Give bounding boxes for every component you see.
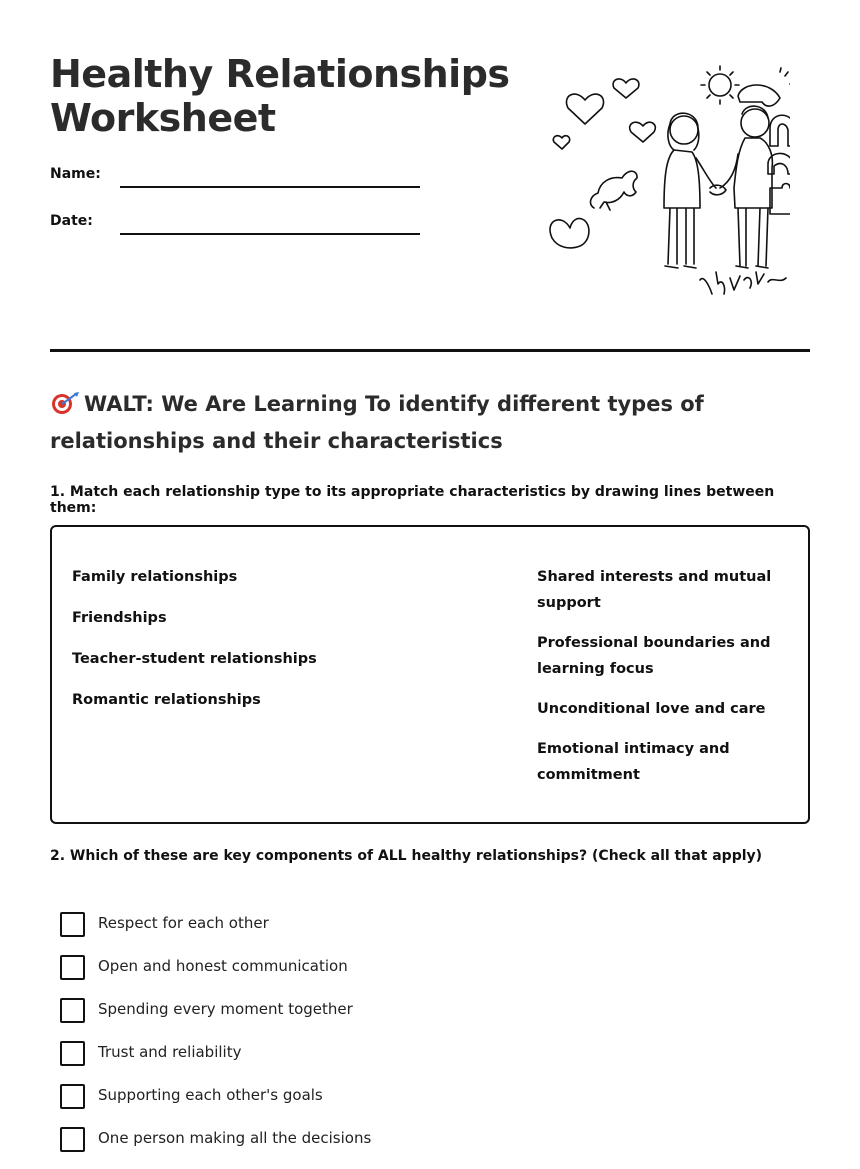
checkbox-label[interactable]: Trust and reliability [98, 1043, 242, 1061]
heart-doodle [613, 79, 639, 98]
checklist-item [60, 1083, 660, 1126]
puzzle-doodle [770, 184, 790, 215]
name-label: Name: [50, 166, 101, 182]
title-line-2: Worksheet [50, 96, 276, 140]
characteristic-item[interactable]: Unconditional love and care [537, 701, 766, 717]
walt-heading [50, 386, 750, 460]
relationship-type-item[interactable]: Friendships [72, 610, 167, 626]
header-divider [50, 349, 810, 352]
relationship-type-item[interactable]: Romantic relationships [72, 692, 261, 708]
worksheet-title [50, 52, 510, 140]
heart-doodle [550, 218, 589, 248]
handshake-illustration [540, 58, 790, 308]
checkbox[interactable] [60, 1127, 85, 1152]
heart-doodle [630, 122, 656, 142]
magnet-doodle [770, 115, 790, 146]
components-checklist [60, 911, 660, 1169]
date-label: Date: [50, 213, 93, 229]
heart-doodle [566, 94, 603, 124]
target-dart-icon [50, 390, 80, 414]
checkbox[interactable] [60, 1084, 85, 1109]
matching-box[interactable] [50, 525, 810, 824]
question-2-prompt: 2. Which of these are key components of ALL healthy relationships? (Check all that apply) [50, 848, 763, 864]
checklist-item [60, 1040, 660, 1083]
checkbox[interactable] [60, 998, 85, 1023]
checkbox-label[interactable]: Spending every moment together [98, 1000, 353, 1018]
checklist-item [60, 911, 660, 954]
squiggle-doodle [700, 272, 786, 294]
relationship-type-item[interactable]: Family relationships [72, 569, 238, 585]
checkbox-label[interactable]: Open and honest communication [98, 957, 348, 975]
title-line-1: Healthy Relationships [50, 52, 510, 96]
date-line[interactable] [120, 233, 420, 235]
name-field[interactable] [50, 166, 430, 196]
checkbox[interactable] [60, 912, 85, 937]
dog-doodle [591, 171, 638, 210]
characteristic-item[interactable]: Professional boundaries and learning focus [537, 635, 771, 677]
checkbox[interactable] [60, 1041, 85, 1066]
checklist-item [60, 997, 660, 1040]
checkbox-label[interactable]: Respect for each other [98, 914, 269, 932]
characteristic-item[interactable]: Emotional intimacy and commitment [537, 741, 730, 783]
date-field[interactable] [50, 213, 430, 243]
checkbox-label[interactable]: One person making all the decisions [98, 1129, 372, 1147]
characteristic-item[interactable]: Shared interests and mutual support [537, 569, 772, 611]
checklist-item [60, 1126, 660, 1169]
helmet-doodle [738, 85, 780, 106]
relationship-type-item[interactable]: Teacher-student relationships [72, 651, 317, 667]
name-line[interactable] [120, 186, 420, 188]
question-1-prompt: 1. Match each relationship type to its appropriate characteristics by drawing lines between them: [50, 484, 775, 516]
checklist-item [60, 954, 660, 997]
checkbox[interactable] [60, 955, 85, 980]
characteristics-list [537, 564, 787, 802]
relationship-types-list [72, 564, 402, 728]
checkbox-label[interactable]: Supporting each other's goals [98, 1086, 323, 1104]
worksheet-page [50, 0, 810, 1161]
walt-text: WALT: We Are Learning To identify different types of relationships and their characteristics [50, 392, 704, 453]
heart-doodle [553, 136, 569, 149]
